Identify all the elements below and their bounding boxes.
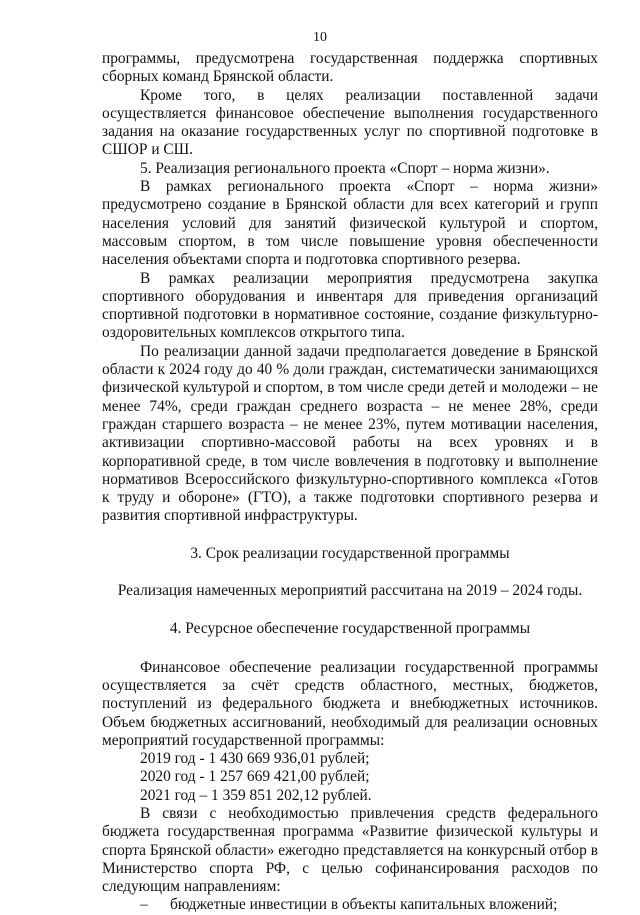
dash-marker: –	[140, 896, 148, 914]
paragraph: Финансовое обеспечение реализации государственной программы осуществляется за счёт средств областного, местных, бюджетов, поступлений из федерального бюджета и внебюджетных источников. Объем бюджетных ассигнований, необходимый для реализации основных мероприятий государственной программы:	[102, 658, 598, 749]
paragraph: По реализации данной задачи предполагается доведение в Брянской области к 2024 году до 40 % доли граждан, систематически занимающихся физической культурой и спортом, в том числе среди детей и молодежи – не менее 74%, среди граждан среднего возраста – не менее 28%, среди граждан старшего возраста – не менее 23%, путем мотивации населения, активизации спортивно-массовой работы на всех уровнях и в корпоративной среде, в том числе вовлечения в подготовку и выполнение нормативов Всероссийского физкультурно-спортивного комплекса «Готов к труду и обороне» (ГТО), а также подготовки спортивного резерва и развития спортивной инфраструктуры.	[102, 342, 598, 525]
document-body	[102, 50, 598, 915]
budget-year-line: 2021 год – 1 359 851 202,12 рублей.	[140, 786, 372, 804]
paragraph: В связи с необходимостью привлечения средств федерального бюджета государственная программа «Развитие физической культуры и спорта Брянской области» ежегодно представляется на конкурсный отбор в Министерство спорта РФ, с целью софинансирования расходов по следующим направлениям:	[102, 804, 598, 896]
paragraph: Реализация намеченных мероприятий рассчитана на 2019 – 2024 годы.	[117, 582, 583, 600]
list-item-text: бюджетные инвестиции в объекты капитальных вложений;	[170, 896, 558, 914]
section-heading-resources: 4. Ресурсное обеспечение государственной программы	[169, 620, 531, 638]
page-number: 10	[313, 30, 327, 45]
paragraph: программы, предусмотрена государственная поддержка спортивных сборных команд Брянской области.	[102, 50, 598, 86]
budget-year-line: 2019 год - 1 430 669 936,01 рублей;	[140, 750, 370, 768]
budget-year-line: 2020 год - 1 257 669 421,00 рублей;	[140, 768, 370, 786]
paragraph: 5. Реализация регионального проекта «Спорт – норма жизни».	[140, 159, 550, 177]
list-item	[102, 896, 598, 914]
paragraph: Кроме того, в целях реализации поставленной задачи осуществляется финансовое обеспечение выполнения государственного задания на оказание государственных услуг по спортивной подготовке в СШОР и СШ.	[102, 86, 598, 159]
section-heading-term: 3. Срок реализации государственной программы	[190, 544, 510, 562]
paragraph: В рамках регионального проекта «Спорт – норма жизни» предусмотрено создание в Брянской области для всех категорий и групп населения условий для занятий физической культурой и спортом, массовым спортом, в том числе повышение уровня обеспеченности населения объектами спорта и подготовка спортивного резерва.	[102, 178, 598, 269]
paragraph: В рамках реализации мероприятия предусмотрена закупка спортивного оборудования и инвентаря для приведения организаций спортивной подготовки в нормативное состояние, создание физкультурно-оздоровительных комплексов открытого типа.	[102, 269, 598, 342]
